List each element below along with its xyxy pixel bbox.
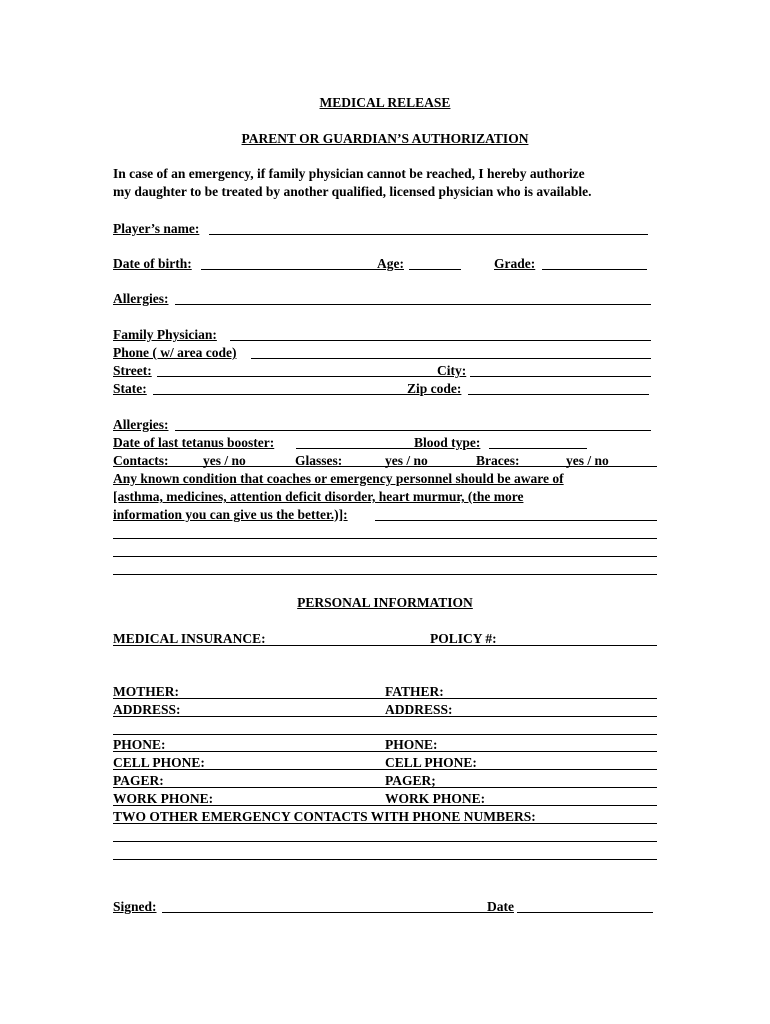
condition-field-3[interactable] <box>113 556 657 557</box>
braces-yes-no[interactable]: yes / no <box>566 453 609 468</box>
father-pager-label: PAGER; <box>385 773 436 788</box>
braces-label: Braces: <box>476 453 520 468</box>
insurance-field[interactable] <box>113 645 657 646</box>
condition-line-3: information you can give us the better.)]: <box>113 507 348 522</box>
phone-area-code-label: Phone ( w/ area code) <box>113 345 237 360</box>
zip-code-label: Zip code: <box>407 381 462 396</box>
condition-field-4[interactable] <box>113 574 657 575</box>
city-label: City: <box>437 363 467 378</box>
contacts-label: Contacts: <box>113 453 169 468</box>
state-label: State: <box>113 381 147 396</box>
street-field[interactable] <box>157 376 437 377</box>
insurance-label: MEDICAL INSURANCE: <box>113 631 266 646</box>
contacts-yes-no[interactable]: yes / no <box>203 453 246 468</box>
date-of-birth-label: Date of birth: <box>113 256 192 271</box>
condition-line-1: Any known condition that coaches or emergency personnel should be aware of <box>113 471 564 486</box>
allergies-2-field[interactable] <box>175 430 651 431</box>
page-title: MEDICAL RELEASE <box>319 95 451 110</box>
condition-field-1[interactable] <box>375 520 657 521</box>
date-label: Date <box>487 899 514 914</box>
father-address-label: ADDRESS: <box>385 702 453 717</box>
tetanus-label: Date of last tetanus booster: <box>113 435 275 450</box>
grade-label: Grade: <box>494 256 536 271</box>
players-name-label: Player’s name: <box>113 221 200 236</box>
policy-label: POLICY #: <box>430 631 497 646</box>
allergies-label: Allergies: <box>113 291 169 306</box>
age-label: Age: <box>377 256 404 271</box>
phone-area-code-field[interactable] <box>251 358 651 359</box>
blood-type-label: Blood type: <box>414 435 481 450</box>
date-field[interactable] <box>517 912 653 913</box>
mother-label: MOTHER: <box>113 684 179 699</box>
players-name-field[interactable] <box>209 234 648 235</box>
mother-pager-label: PAGER: <box>113 773 164 788</box>
address-field-2[interactable] <box>113 734 657 735</box>
allergies-field[interactable] <box>175 304 651 305</box>
intro-line-1: In case of an emergency, if family physician cannot be reached, I hereby authorize <box>113 166 585 181</box>
zip-code-field[interactable] <box>468 394 649 395</box>
age-field[interactable] <box>409 269 461 270</box>
mother-work-label: WORK PHONE: <box>113 791 214 806</box>
allergies-2-label: Allergies: <box>113 417 169 432</box>
family-physician-label: Family Physician: <box>113 327 217 342</box>
emergency-contacts-label: TWO OTHER EMERGENCY CONTACTS WITH PHONE NUMBERS: <box>113 809 536 824</box>
pager-field[interactable] <box>113 787 657 788</box>
intro-line-2: my daughter to be treated by another qualified, licensed physician who is available. <box>113 184 592 199</box>
street-label: Street: <box>113 363 152 378</box>
blood-type-field[interactable] <box>489 448 587 449</box>
signature-field[interactable] <box>162 912 487 913</box>
signed-label: Signed: <box>113 899 157 914</box>
mother-address-label: ADDRESS: <box>113 702 181 717</box>
tetanus-field[interactable] <box>296 448 414 449</box>
glasses-yes-no[interactable]: yes / no <box>385 453 428 468</box>
father-label: FATHER: <box>385 684 444 699</box>
mother-phone-label: PHONE: <box>113 737 166 752</box>
grade-field[interactable] <box>542 269 647 270</box>
emergency-field-2[interactable] <box>113 841 657 842</box>
cell-phone-field[interactable] <box>113 769 657 770</box>
date-of-birth-field[interactable] <box>201 269 377 270</box>
family-physician-field[interactable] <box>230 340 651 341</box>
phone-field[interactable] <box>113 751 657 752</box>
emergency-field-1[interactable] <box>113 823 657 824</box>
address-field-1[interactable] <box>113 716 657 717</box>
emergency-field-3[interactable] <box>113 859 657 860</box>
personal-info-heading: PERSONAL INFORMATION <box>297 595 473 610</box>
father-cell-label: CELL PHONE: <box>385 755 477 770</box>
father-phone-label: PHONE: <box>385 737 438 752</box>
father-work-label: WORK PHONE: <box>385 791 486 806</box>
condition-field-2[interactable] <box>113 538 657 539</box>
mother-father-field[interactable] <box>113 698 657 699</box>
state-field[interactable] <box>153 394 407 395</box>
work-phone-field[interactable] <box>113 805 657 806</box>
city-field[interactable] <box>470 376 651 377</box>
mother-cell-label: CELL PHONE: <box>113 755 205 770</box>
page-subtitle: PARENT OR GUARDIAN’S AUTHORIZATION <box>241 131 529 146</box>
glasses-label: Glasses: <box>295 453 343 468</box>
condition-line-2: [asthma, medicines, attention deficit disorder, heart murmur, (the more <box>113 489 524 504</box>
